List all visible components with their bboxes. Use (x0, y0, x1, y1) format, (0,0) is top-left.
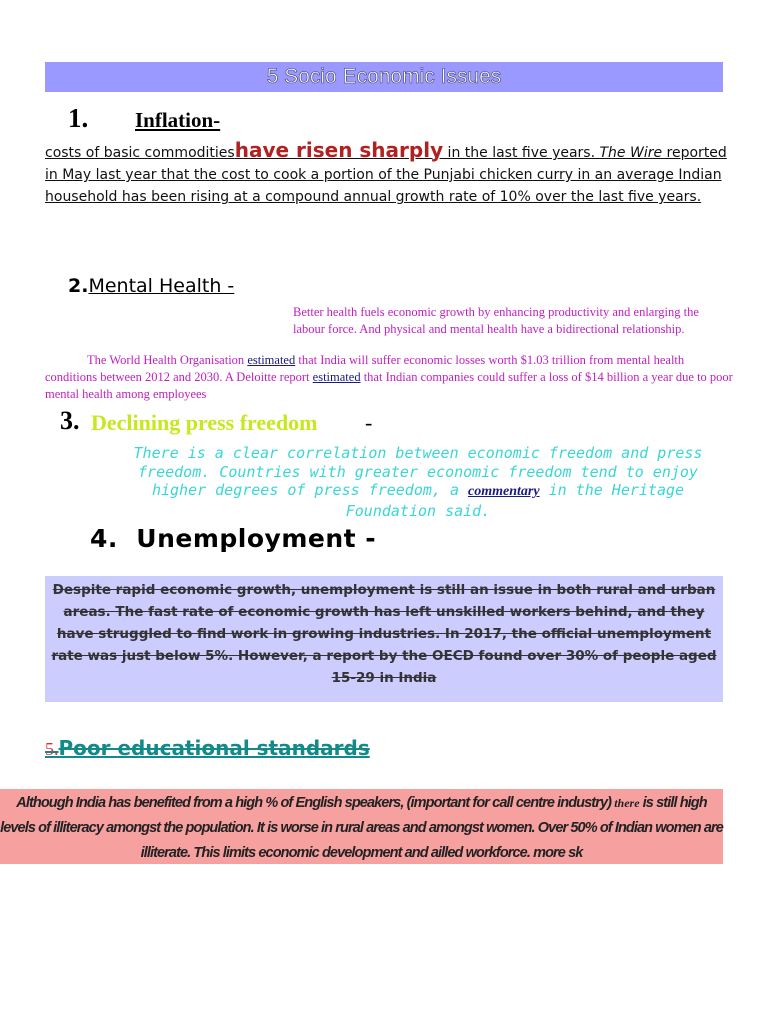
section-2-paragraph-2 (45, 352, 735, 403)
section-5-heading-text: Poor educational standards (58, 736, 370, 760)
section-4-body: Despite rapid economic growth, unemployment is still an issue in both rural and urban areas. The fast rate of economic growth has left unskilled workers behind, and they have struggled to find work in growing industries. In 2017, the official unemployment rate was just below 5%. However, a report by the OECD found over 30% of people aged 15-29 in India (51, 582, 717, 686)
section-1-number: 1. (68, 103, 89, 133)
section-1-text-a: costs of basic commodities (45, 145, 235, 161)
section-5-there: there (614, 796, 640, 810)
section-3-quote (112, 444, 724, 520)
section-1-heading: Inflation- (135, 108, 221, 132)
section-3-heading: Declining press freedom (91, 410, 318, 435)
section-5-text-b: is still high levels of illiteracy amongst the population. It is worse in rural areas and amongst women. Over 50% of Indian women are illiterate. This limits economic development and ailled workforce. more sk (0, 795, 723, 861)
estimated-link-2[interactable]: estimated (312, 370, 361, 384)
estimated-link-1[interactable]: estimated (247, 353, 296, 367)
section-3-dash: - (365, 410, 373, 435)
section-2-text-b: that India will suffer economic losses worth $1.03 trillion from mental health conditions between 2012 and 2030. A Deloitte report (45, 353, 685, 384)
section-5-heading (45, 736, 370, 760)
page-title: 5 Socio Economic Issues (45, 62, 723, 92)
section-2-text-a: The World Health Organisation (87, 353, 248, 367)
section-2-heading (68, 275, 234, 297)
section-1-text-c: reported in May last year that the cost to cook a portion of the Punjabi chicken curry in an average Indian household has been rising at a compound annual growth rate of 10% over the last five years. (45, 145, 727, 205)
section-1-highlight: have risen sharply (234, 138, 444, 162)
section-2-heading-text: Mental Health - (88, 275, 235, 297)
section-4-heading: 4. Unemployment - (90, 524, 377, 553)
section-2-paragraph-1: Better health fuels economic growth by enhancing productivity and enlarging the labour force. And physical and mental health have a bidirectional relationship. (293, 305, 699, 336)
section-5-body (0, 791, 723, 866)
section-5-number: 5. (45, 739, 59, 759)
section-5-text-a: Although India has benefited from a high % of English speakers, (important for call centre industry) (16, 795, 615, 811)
section-1-text-b: in the last five years. (443, 145, 600, 161)
commentary-link[interactable]: commentary (468, 484, 540, 499)
section-2-text-c: that Indian companies could suffer a loss of $14 billion a year due to poor mental health among employees (45, 370, 733, 401)
section-1-source: The Wire (599, 145, 663, 161)
section-3-number: 3. (60, 406, 80, 435)
section-3-quote-b: in the Heritage Foundation said. (345, 481, 685, 520)
section-1-body (45, 139, 735, 208)
section-3-quote-a: There is a clear correlation between economic freedom and press freedom. Countries with greater economic freedom tend to enjoy higher degrees of press freedom, a (133, 444, 703, 499)
section-2-number: 2. (68, 275, 89, 297)
